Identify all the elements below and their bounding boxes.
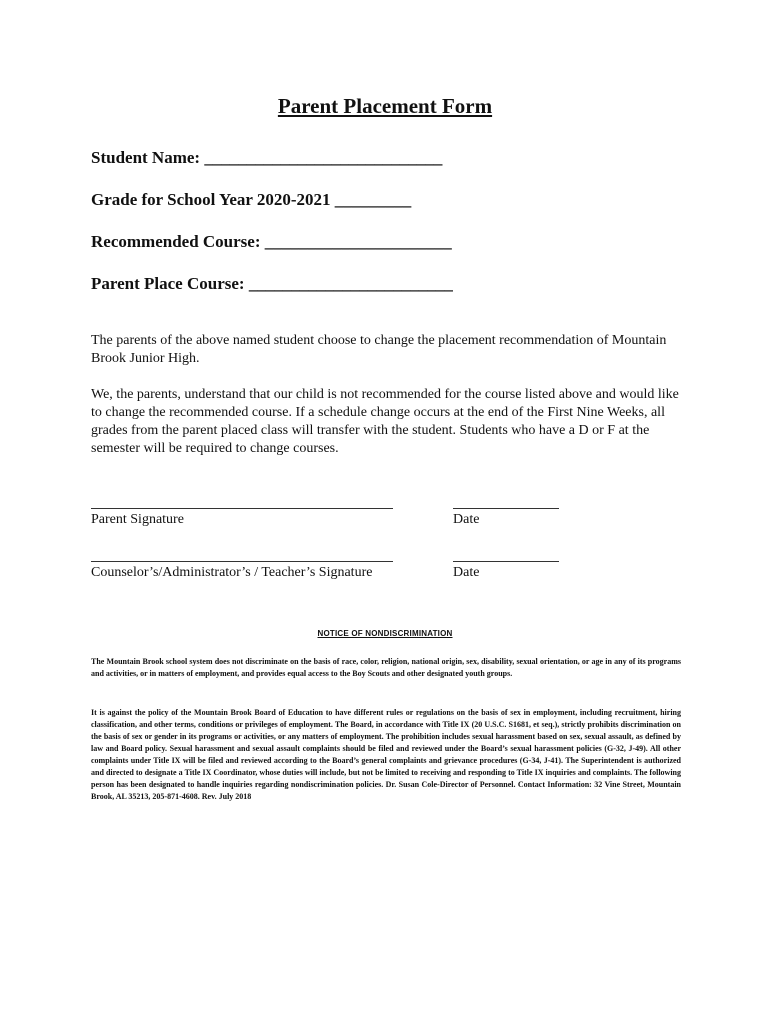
intro-paragraph: The parents of the above named student choose to change the placement recommendation of Mountain Brook Junior High.	[91, 333, 667, 366]
notice-heading: NOTICE OF NONDISCRIMINATION	[317, 629, 453, 638]
parent-signature-line	[91, 508, 393, 509]
student-name-field: Student Name: ____________________________	[91, 148, 443, 167]
parent-date-line	[453, 508, 559, 509]
grade-field: Grade for School Year 2020-2021 _________	[91, 190, 412, 209]
agreement-paragraph: We, the parents, understand that our child is not recommended for the course listed above and would like to change the recommended course. If a schedule change occurs at the end of the First Nine Weeks, all grades from the parent placed class will transfer with the student. Students who have a D or F at the semester will be required to change courses.	[91, 387, 679, 456]
staff-date-line	[453, 561, 559, 562]
recommended-course-field: Recommended Course: ______________________	[91, 232, 452, 251]
notice-paragraph-1: The Mountain Brook school system does not discriminate on the basis of race, color, religion, national origin, sex, disability, sexual orientation, or age in any of its programs and activities, or in matters of employment, and provides equal access to the Boy Scouts and other designated youth groups.	[91, 657, 681, 678]
staff-signature-label: Counselor’s/Administrator’s / Teacher’s Signature	[91, 565, 373, 580]
notice-paragraph-2: It is against the policy of the Mountain Brook Board of Education to have different rules or regulations on the basis of sex in employment, including recruitment, hiring classification, and other terms, conditions or privileges of employment. The Board, in accordance with Title IX (20 U.S.C. S1681, et seq.), strictly prohibits discrimination on the basis of sex or gender in its programs or activities, or any matters of employment. The prohibition includes sexual harassment based on sex, sexual assault, as defined by law and Board policy. Sexual harassment and sexual assault complaints should be filed and reviewed under the Board’s sexual harassment policies (G-32, J-49). All other complaints under Title IX will be filed and reviewed according to the Board’s general complaints and grievance procedures (G-34, J-41). The Superintendent is authorized and directed to designate a Title IX Coordinator, whose duties will include, but not be limited to receiving and responding to Title IX inquiries and complaints. The following person has been designated to handle inquiries regarding nondiscrimination policies. Dr. Susan Cole-Director of Personnel. Contact Information: 32 Vine Street, Mountain Brook, AL 35213, 205-871-4608. Rev. July 2018	[91, 708, 681, 801]
parent-place-course-field: Parent Place Course: ________________________	[91, 274, 453, 293]
form-title: Parent Placement Form	[277, 94, 493, 118]
staff-signature-line	[91, 561, 393, 562]
parent-date-label: Date	[453, 512, 480, 527]
staff-date-label: Date	[453, 565, 480, 580]
parent-signature-label: Parent Signature	[91, 512, 184, 527]
